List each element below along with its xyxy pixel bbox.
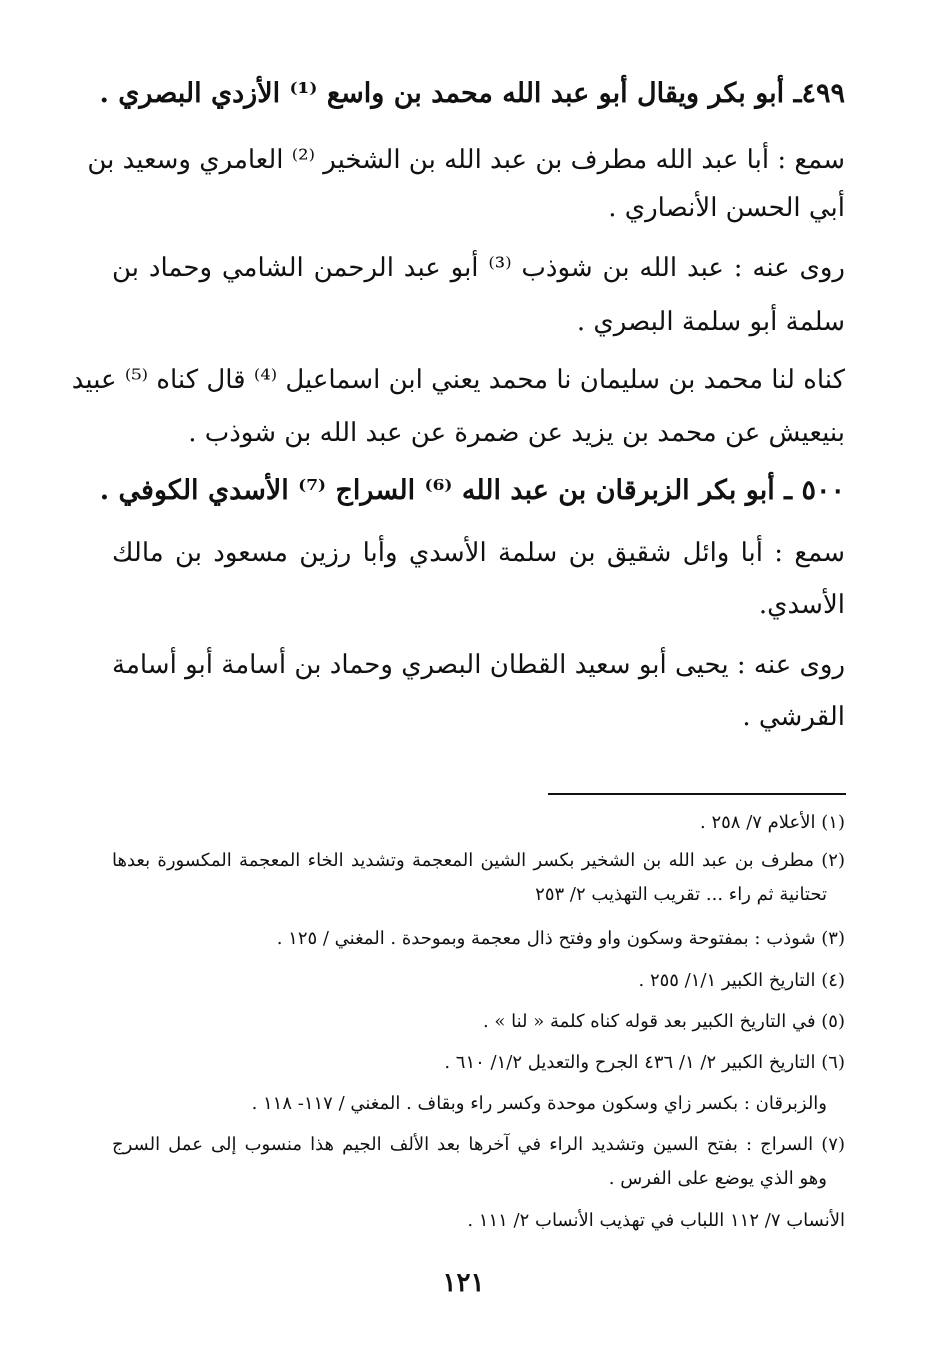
footnote-1: (١) الأعلام ٧/ ٢٥٨ . <box>700 812 845 833</box>
entry-499-narrators-line-2: سلمة أبو سلمة البصري . <box>576 307 845 337</box>
footnote-4: (٤) التاريخ الكبير ١/١/ ٢٥٥ . <box>638 970 845 991</box>
footnote-2-line-2: تحتانية ثم راء ... تقريب التهذيب ٢/ ٢٥٣ <box>535 884 827 905</box>
entry-500-heard-line-2: الأسدي. <box>758 590 845 620</box>
page-number: ١٢١ <box>442 1268 485 1298</box>
entry-499-heard-line-1: سمع : أبا عبد الله مطرف بن عبد الله بن الشخير ⁽²⁾ العامري وسعيد بن <box>87 145 845 175</box>
footnote-6-continuation: والزبرقان : بكسر زاي وسكون موحدة وكسر راء وبقاف . المغني / ١١٧- ١١٨ . <box>251 1093 827 1114</box>
entry-500-narrators-line-1: روى عنه : يحيى أبو سعيد القطان البصري وحماد بن أسامة أبو أسامة <box>112 650 845 680</box>
footnote-2-line-1: (٢) مطرف بن عبد الله بن الشخير بكسر الشين المعجمة وتشديد الخاء المعجمة المكسورة بعدها <box>112 850 845 871</box>
entry-heading-499: ٤٩٩ـ أبو بكر ويقال أبو عبد الله محمد بن واسع ⁽¹⁾ الأزدي البصري . <box>99 78 845 109</box>
entry-499-kunya-line-1: كناه لنا محمد بن سليمان نا محمد يعني ابن اسماعيل ⁽⁴⁾ قال كناه ⁽⁵⁾ عبيد <box>71 365 845 395</box>
footnote-6: (٦) التاريخ الكبير ٢/ ١/ ٤٣٦ الجرح والتعديل ١/٢/ ٦١٠ . <box>444 1052 845 1073</box>
entry-499-heard-line-2: أبي الحسن الأنصاري . <box>608 193 845 223</box>
entry-heading-500: ٥٠٠ ـ أبو بكر الزبرقان بن عبد الله ⁽⁶⁾ السراج ⁽⁷⁾ الأسدي الكوفي . <box>99 475 845 506</box>
entry-500-narrators-line-2: القرشي . <box>742 702 845 732</box>
footnote-separator <box>548 793 846 795</box>
footnote-7-line-3: الأنساب ٧/ ١١٢ اللباب في تهذيب الأنساب ٢/ ١١١ . <box>467 1210 845 1231</box>
footnote-3: (٣) شوذب : بمفتوحة وسكون واو وفتح ذال معجمة وبموحدة . المغني / ١٢٥ . <box>276 928 845 949</box>
entry-500-heard-line-1: سمع : أبا وائل شقيق بن سلمة الأسدي وأبا رزين مسعود بن مالك <box>112 538 845 568</box>
footnote-7-line-1: (٧) السراج : بفتح السين وتشديد الراء في آخرها بعد الألف الجيم هذا منسوب إلى عمل السرج <box>112 1134 845 1155</box>
entry-499-kunya-line-2: بنيعيش عن محمد بن يزيد عن ضمرة عن عبد الله بن شوذب . <box>188 418 845 448</box>
entry-499-narrators-line-1: روى عنه : عبد الله بن شوذب ⁽³⁾ أبو عبد الرحمن الشامي وحماد بن <box>112 253 845 283</box>
footnote-7-line-2: وهو الذي يوضع على الفرس . <box>608 1168 827 1189</box>
footnote-5: (٥) في التاريخ الكبير بعد قوله كناه كلمة « لنا » . <box>482 1011 845 1032</box>
